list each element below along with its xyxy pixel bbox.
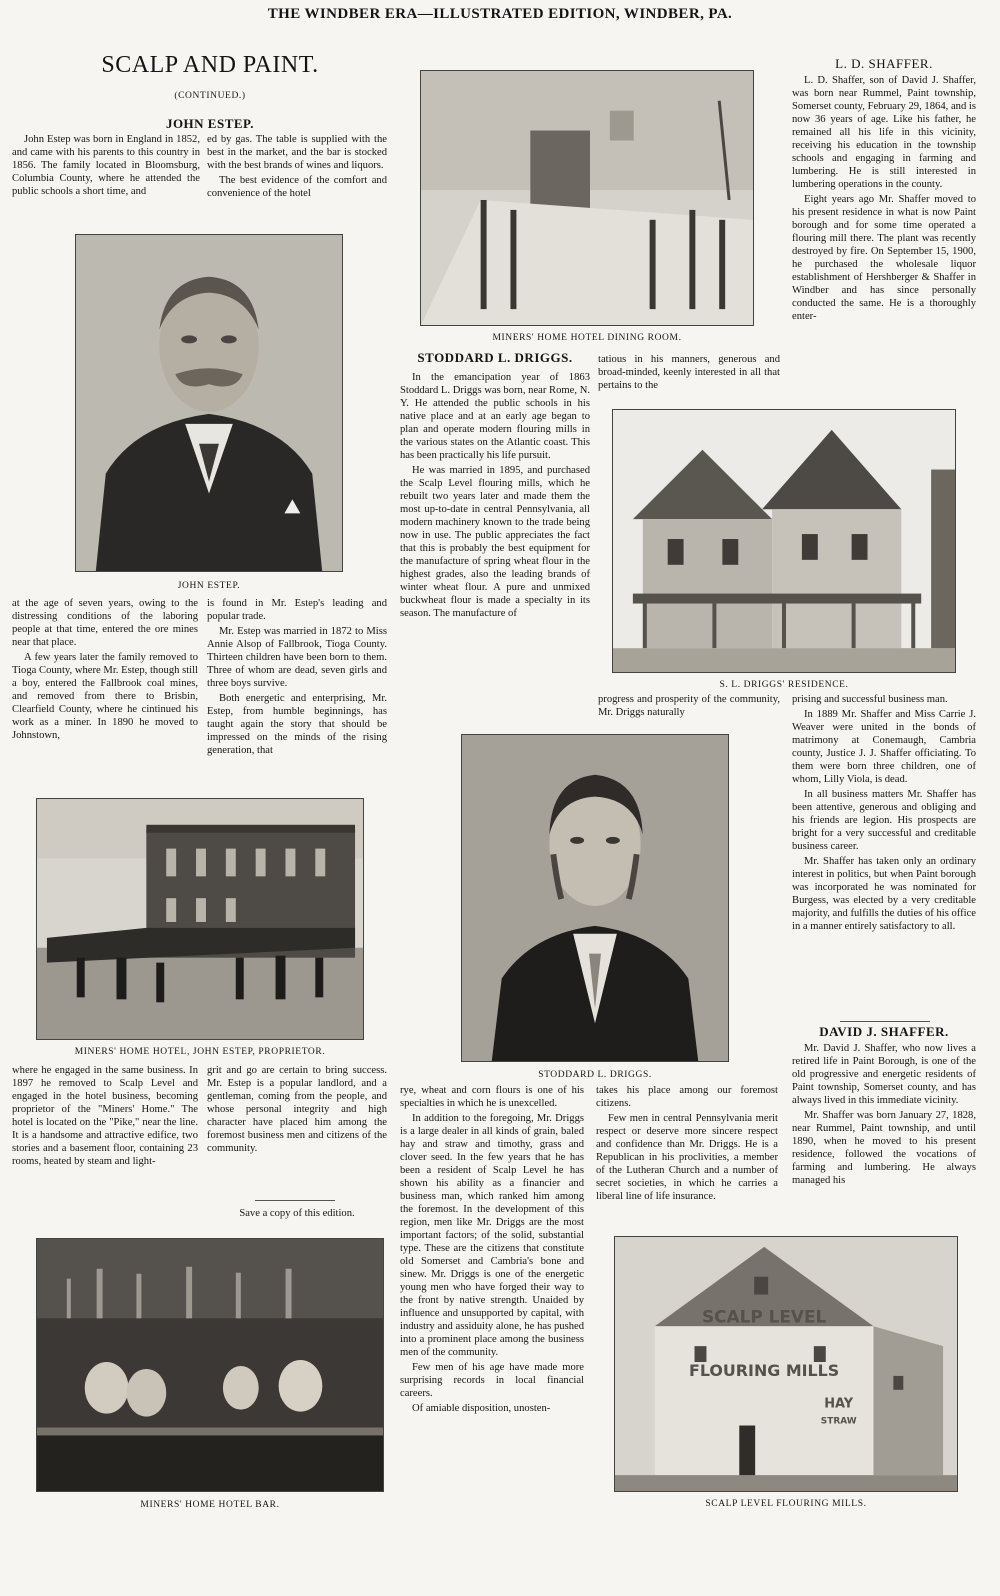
david-shaffer-rule	[840, 1021, 930, 1022]
residence-caption: S. L. DRIGGS' RESIDENCE.	[719, 680, 849, 690]
mill-sign-hay: HAY	[824, 1396, 854, 1412]
hotel-caption: MINERS' HOME HOTEL, JOHN ESTEP, PROPRIETOR.	[74, 1047, 326, 1057]
ld-shaffer-text-1: L. D. Shaffer, son of David J. Shaffer, was born near Rummel, Paint township, Somerset county, February 29, 1864, and is now 36 years of age. Like his father, he remained all his life in this vicinity, receiving his education in the township schools and engaging in farming and lumbering. He is still interested in lumbering operations in the county. Eight years ago Mr. Shaffer moved to his present residence in what is now Paint borough and for some time operated a flouring mill there. The plant was recently destroyed by fire. On September 15, 1900, he purchased the wholesale liquor establishment of Hershberger & Shaffer in Windber and has since personally conducted the same. He is a thoroughly enter-	[792, 75, 976, 322]
john-estep-text-5: where he engaged in the same business. In 1897 he removed to Scalp Level and engaged in the hotel business, becoming proprietor of the "Miners' Home." The hotel is located on the "Pike," near the line. It is a handsome and attractive edifice, two stories and a basement floor, containing 23 rooms, heated by steam and light-	[12, 1065, 198, 1167]
hotel-bar-photo	[36, 1238, 384, 1492]
john-estep-text-3: at the age of seven years, owing to the distressing conditions of the laboring people at that time, entered the ore mines near that place. A few years later the family removed to Tioga County, where Mr. Estep, though still a boy, entered the Fallbrook coal mines, and removed from there to Brisbin, Clearfield County, where he cintinued his work as a miner. In 1890 he moved to Johnstown,	[12, 598, 198, 741]
john-estep-text-6: grit and go are certain to bring success. Mr. Estep is a popular landlord, and a gentleman, coming from the people, and whose personal integrity and high character have placed him among the foremost business men and citizens of the community.	[207, 1065, 387, 1154]
dining-room-caption: MINERS' HOME HOTEL DINING ROOM.	[492, 333, 682, 343]
driggs-residence-photo	[612, 409, 956, 673]
driggs-text-5: takes his place among our foremost citizens. Few men in central Pennsylvania merit respect or deserve more sincere respect and confidence than Mr. Driggs. He is a Republican in his proclivities, a member of the Lutheran Church and a number of secret societies, in which he carries a liberal line of life insurance.	[596, 1085, 778, 1202]
mill-sign-line-1: SCALP LEVEL	[701, 1306, 827, 1327]
mills-caption: SCALP LEVEL FLOURING MILLS.	[705, 1499, 867, 1509]
miners-home-hotel-photo	[36, 798, 364, 1040]
mill-sign-straw: STRAW	[820, 1416, 857, 1427]
driggs-text-1: In the emancipation year of 1863 Stoddard L. Driggs was born, near Rome, N. Y. He attended the public schools in his native place and at an early age began to plan and operate modern flouring mills in the various states on the Atlantic coast. This has been practically his life pursuit. He was married in 1895, and purchased the Scalp Level flouring mills, which he rebuilt two years later and made them the most up-to-date in central Pennsylvania, all modern machinery known to the trade being now in use. The public appreciates the fact that this is probably the best equipment for the manufacture of spring wheat flour in the highest grades, also the leading brands of winter wheat flour. A pure and unmixed buckwheat flour is made a specialty in its season. The manufacture of	[400, 372, 590, 619]
john-estep-text-4: is found in Mr. Estep's leading and popular trade. Mr. Estep was married in 1872 to Miss Annie Alsop of Fallbrook, Tioga County. Thirteen children have been born to them. Three of whom are dead, seven girls and three boys survive. Both energetic and enterprising, Mr. Estep, from humble beginnings, has taught again the story that should be impressed on the minds of the rising generation, that	[207, 598, 387, 756]
ld-shaffer-text-2: prising and successful business man. In 1889 Mr. Shaffer and Miss Carrie J. Weaver were united in the bonds of matrimony at Conemaugh, Cambria county, Justice J. J. Shaffer officiating. To them were born three children, one of whom, Lilly Viola, is dead. In all business matters Mr. Shaffer has been attentive, generous and obliging and his friends are legion. His prospects are bright for a very successful and creditable business career. Mr. Shaffer has taken only an ordinary interest in politics, but when Paint borough was incorporated he was nominated for Burgess, was elected by a very creditable majority, and fulfills the duties of his office in a manner entirely satisfactory to all.	[792, 694, 976, 932]
bar-caption: MINERS' HOME HOTEL BAR.	[140, 1500, 280, 1510]
article-title: SCALP AND PAINT.	[101, 52, 319, 78]
john-estep-heading: JOHN ESTEP.	[165, 116, 255, 131]
john-estep-text-1: John Estep was born in England in 1852, and came with his parents to this country in 1856. The family located in Bloomsburg, Columbia County, where he attended the public schools a short time, and	[12, 134, 200, 197]
driggs-heading: STODDARD L. DRIGGS.	[417, 350, 573, 365]
driggs-portrait	[461, 734, 729, 1062]
driggs-text-2: tatious in his manners, generous and broad-minded, keenly interested in all that pertains to the	[598, 354, 780, 391]
driggs-text-3: progress and prosperity of the community, Mr. Driggs naturally	[598, 694, 780, 718]
john-estep-caption: JOHN ESTEP.	[177, 581, 241, 591]
dining-room-photo	[420, 70, 754, 326]
john-estep-portrait	[75, 234, 343, 572]
john-estep-text-2: ed by gas. The table is supplied with the best in the market, and the bar is stocked with the best brands of wines and liquors. The best evidence of the comfort and convenience of the hotel	[207, 134, 387, 199]
page-header: THE WINDBER ERA—ILLUSTRATED EDITION, WINDBER, PA.	[267, 6, 733, 22]
continued-note: (CONTINUED.)	[174, 91, 246, 101]
flouring-mills-photo	[614, 1236, 958, 1492]
driggs-text-4: rye, wheat and corn flours is one of his specialties in which he is unexcelled. In addition to the foregoing, Mr. Driggs is a large dealer in all kinds of grain, baled hay and straw and timothy, grass and clover seed. In the few years that he has been a resident of Scalp Level he has shown his ability as a financier and business man, which ranked him among the foremost. In the development of this region, men like Mr. Driggs are the most important factors; of the solid, substantial type. These are the citizens that constitute old Somerset and Cambria's bone and sinew. Mr. Driggs is one of the energetic young men who have forged their way to the front by native strength. Unaided by influence and unsupported by capital, with industry and assiduity alone, he has pushed into a prominent place among the business men of the community. Few men of his age have made more surprising records in local financial careers. Of amiable disposition, unosten-	[400, 1085, 584, 1414]
save-copy-note: Save a copy of this edition.	[239, 1208, 355, 1219]
divider-rule	[255, 1200, 335, 1201]
david-shaffer-text: Mr. David J. Shaffer, who now lives a retired life in Paint Borough, is one of the old progressive and energetic residents of Paint township, Somerset county, and has always lived in this immediate vicinity. Mr. Shaffer was born January 27, 1828, near Rummel, Paint township, and until 1890, when he moved to his present residence, followed the vocations of farming and lumbering. He always managed his	[792, 1043, 976, 1186]
driggs-caption: STODDARD L. DRIGGS.	[538, 1070, 652, 1080]
ld-shaffer-heading: L. D. SHAFFER.	[835, 56, 933, 71]
david-shaffer-heading: DAVID J. SHAFFER.	[819, 1024, 949, 1039]
mill-sign-line-2: FLOURING MILLS	[688, 1360, 840, 1380]
